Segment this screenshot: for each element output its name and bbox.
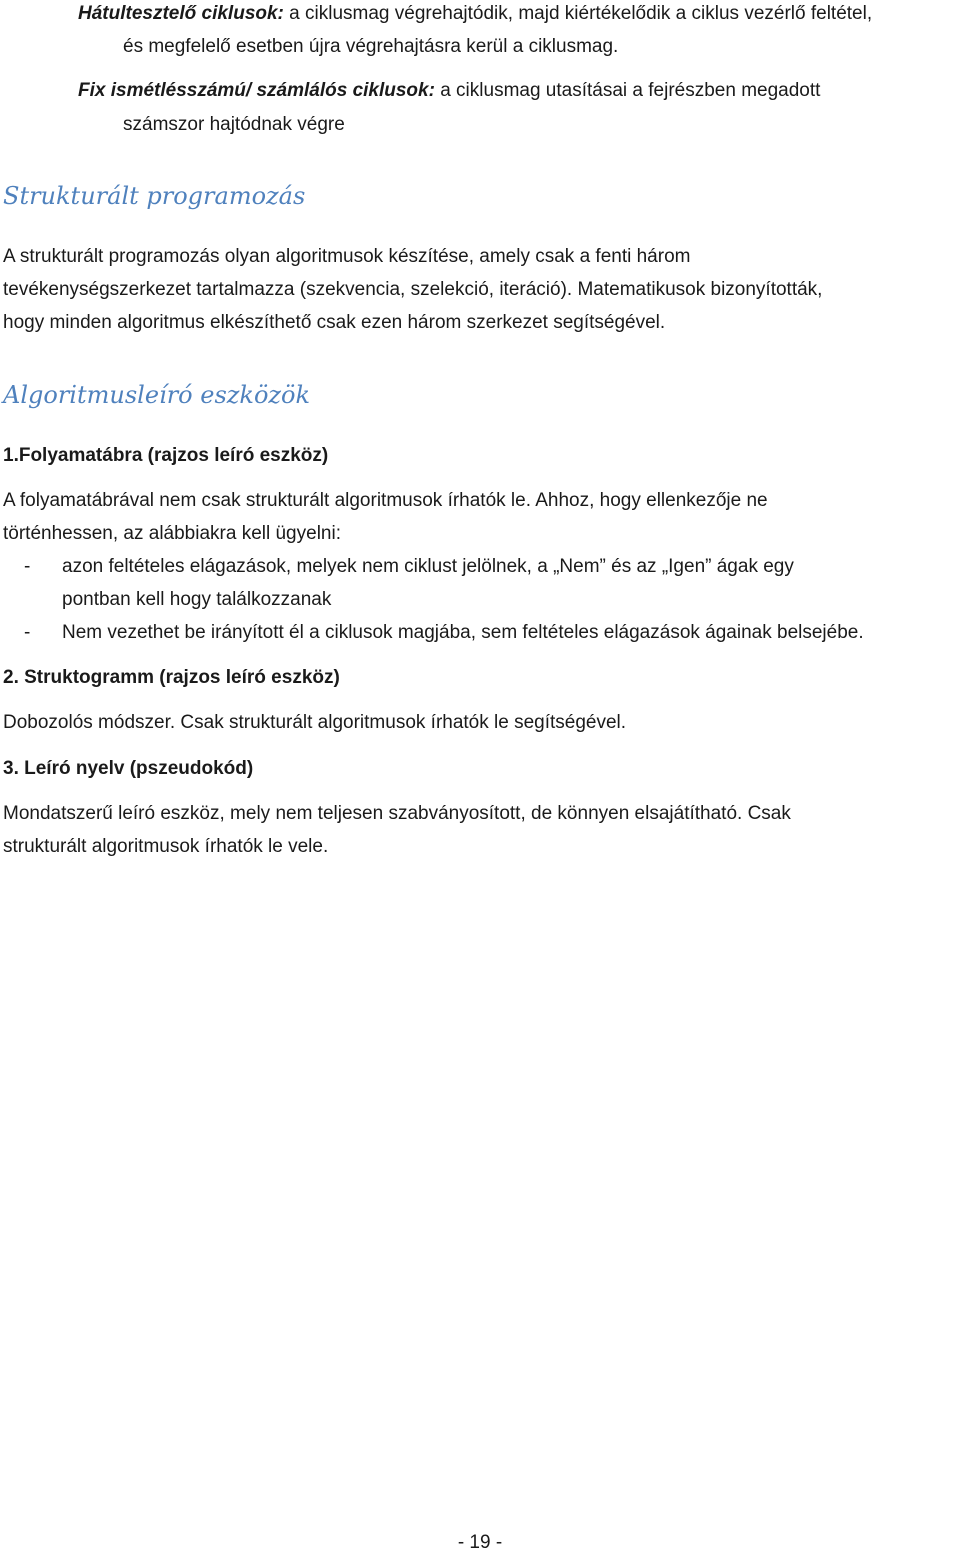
flowchart-paragraph-line-1: A folyamatábrával nem csak strukturált algoritmusok írhatók le. Ahhoz, hogy ellenkezője ne: [3, 490, 768, 511]
fixed-cycles-text-1: a ciklusmag utasításai a fejrészben megadott: [434, 80, 821, 101]
bullet-dash-1: -: [24, 556, 31, 577]
structogram-title: 2. Struktogramm (rajzos leíró eszköz): [3, 667, 340, 688]
fixed-cycles-term: Fix ismétlésszámú/ számlálós ciklusok:: [78, 80, 435, 101]
flowchart-title: 1.Folyamatábra (rajzos leíró eszköz): [3, 445, 329, 466]
structured-paragraph-line-1: A strukturált programozás olyan algoritmusok készítése, amely csak a fenti három: [3, 246, 691, 267]
fixed-cycles-line-2: számszor hajtódnak végre: [123, 114, 345, 135]
flowchart-paragraph-line-2: történhessen, az alábbiakra kell ügyelni:: [3, 523, 341, 544]
pseudocode-title: 3. Leíró nyelv (pszeudokód): [3, 758, 254, 779]
structogram-paragraph-line-1: Dobozolós módszer. Csak strukturált algoritmusok írhatók le segítségével.: [3, 712, 627, 733]
pseudocode-paragraph-line-2: strukturált algoritmusok írhatók le vele.: [3, 836, 329, 857]
bullet-2-line-1: Nem vezethet be irányított él a ciklusok magjába, sem feltételes elágazások ágainak belsejébe.: [62, 622, 864, 643]
bullet-1-line-1: azon feltételes elágazások, melyek nem ciklust jelölnek, a „Nem” és az „Igen” ágak egy: [62, 556, 794, 577]
structured-paragraph-line-2: tevékenységszerkezet tartalmazza (szekvencia, szelekció, iteráció). Matematikusok bizonyították,: [3, 279, 823, 300]
bullet-dash-2: -: [24, 622, 31, 643]
post-test-cycles-text-1: a ciklusmag végrehajtódik, majd kiértékelődik a ciklus vezérlő feltétel,: [283, 3, 873, 24]
page-number: - 19 -: [457, 1532, 503, 1553]
pseudocode-paragraph-line-1: Mondatszerű leíró eszköz, mely nem teljesen szabványosított, de könnyen elsajátítható. Csak: [3, 803, 791, 824]
fixed-cycles-line-1: [78, 79, 820, 103]
structured-paragraph-line-3: hogy minden algoritmus elkészíthető csak ezen három szerkezet segítségével.: [3, 312, 666, 333]
post-test-cycles-line-2: és megfelelő esetben újra végrehajtásra kerül a ciklusmag.: [123, 36, 619, 57]
algorithm-tools-heading: Algoritmusleíró eszközök: [3, 381, 311, 409]
post-test-cycles-term: Hátultesztelő ciklusok:: [78, 3, 284, 24]
bullet-1-line-2: pontban kell hogy találkozzanak: [62, 589, 332, 610]
post-test-cycles-line-1: [78, 2, 872, 26]
structured-programming-heading: Strukturált programozás: [3, 182, 306, 210]
